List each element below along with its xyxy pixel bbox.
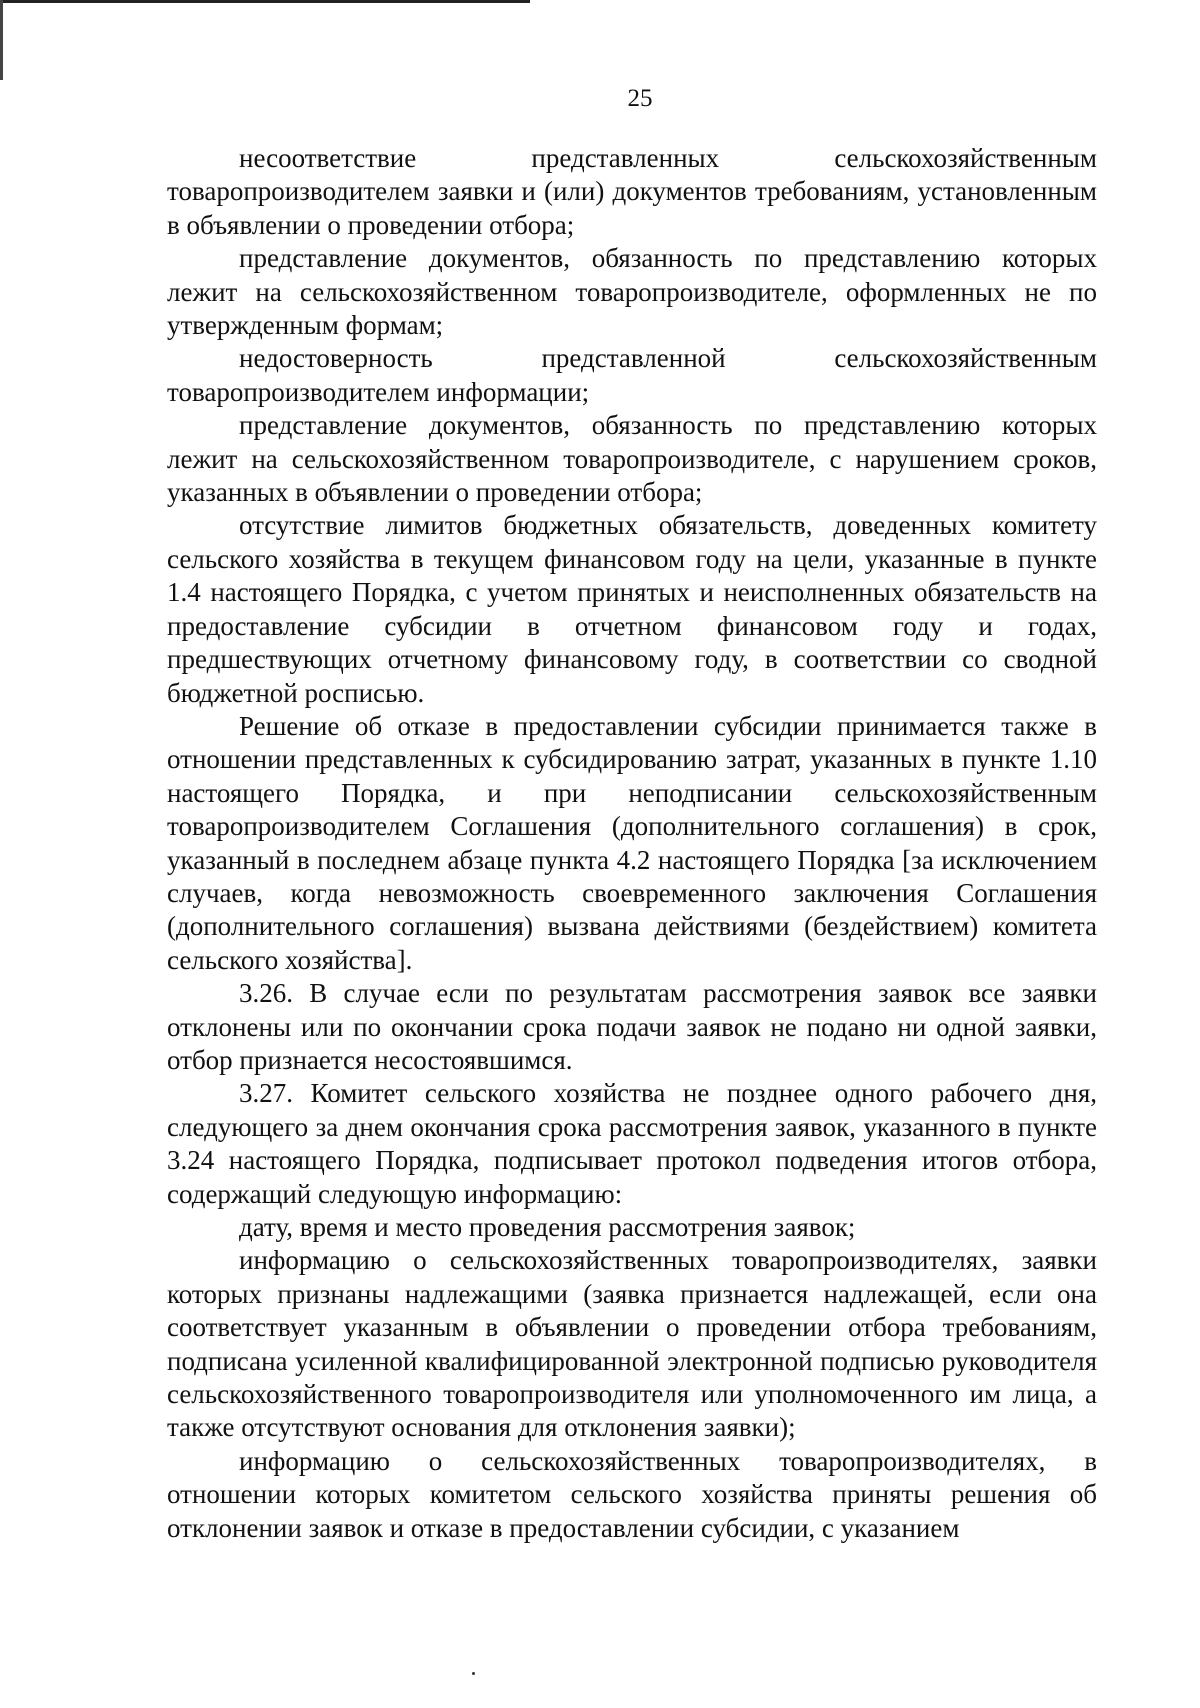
- paragraph-rejected-applications: информацию о сельскохозяйственных товаропроизводителях, в отношении которых комитетом сельского хозяйства приняты решения об отклонении заявок и отказе в предоставлении субсидии, с указанием: [167, 1445, 1097, 1543]
- scan-edge-left: [0, 0, 3, 80]
- paragraph-3-27: 3.27. Комитет сельского хозяйства не позднее одного рабочего дня, следующего за днем окончания срока рассмотрения заявок, указанного в пункте 3.24 настоящего Порядка, подписывает протокол подведения итогов отбора, содержащий следующую информацию:: [167, 1078, 1097, 1209]
- paragraph-date-time-place: дату, время и место проведения рассмотрения заявок;: [239, 1212, 856, 1242]
- page-number: 25: [627, 85, 653, 112]
- paragraph-noncompliance: несоответствие представленных сельскохозяйственным товаропроизводителем заявки и (или) документов требованиям, установленным в объявлении о проведении отбора;: [167, 143, 1097, 240]
- paragraph-wrong-forms: представление документов, обязанность по представлению которых лежит на сельскохозяйственном товаропроизводителе, оформленных не по утвержденным формам;: [167, 243, 1097, 341]
- paragraph-unreliable-info: недостоверность представленной сельскохозяйственным товаропроизводителем информации;: [167, 343, 1097, 407]
- scan-edge-top: [0, 0, 530, 3]
- document-body: [167, 142, 1097, 1545]
- paragraph-late-submission: представление документов, обязанность по представлению которых лежит на сельскохозяйственном товаропроизводителе, с нарушением сроков, указанных в объявлении о проведении отбора;: [167, 410, 1097, 508]
- paragraph-refusal-decision: Решение об отказе в предоставлении субсидии принимается также в отношении представленных к субсидированию затрат, указанных в пункте 1.10 настоящего Порядка, и при неподписании сельскохозяйственным товаропроизводителем Соглашения (дополнительного соглашения) в срок, указанный в последнем абзаце пункта 4.2 настоящего Порядка [за исключением случаев, когда невозможность своевременного заключения Соглашения (дополнительного соглашения) вызвана действиями (бездействием) комитета сельского хозяйства].: [167, 710, 1097, 975]
- paragraph-3-26: 3.26. В случае если по результатам рассмотрения заявок все заявки отклонены или по окончании срока подачи заявок не подано ни одной заявки, отбор признается несостоявшимся.: [167, 978, 1097, 1075]
- paragraph-no-limits: отсутствие лимитов бюджетных обязательств, доведенных комитету сельского хозяйства в текущем финансовом году на цели, указанные в пункте 1.4 настоящего Порядка, с учетом принятых и неисполненных обязательств на предоставление субсидии в отчетном финансовом году и годах, предшествующих отчетному финансовому году, в соответствии со сводной бюджетной росписью.: [167, 510, 1097, 708]
- scan-speck: [472, 1672, 475, 1675]
- paragraph-proper-applications: информацию о сельскохозяйственных товаропроизводителях, заявки которых признаны надлежащими (заявка признается надлежащей, если она соответствует указанным в объявлении о проведении отбора требованиям, подписана усиленной квалифицированной электронной подписью руководителя сельскохозяйственного товаропроизводителя или уполномоченного им лица, а также отсутствуют основания для отклонения заявки);: [167, 1245, 1097, 1443]
